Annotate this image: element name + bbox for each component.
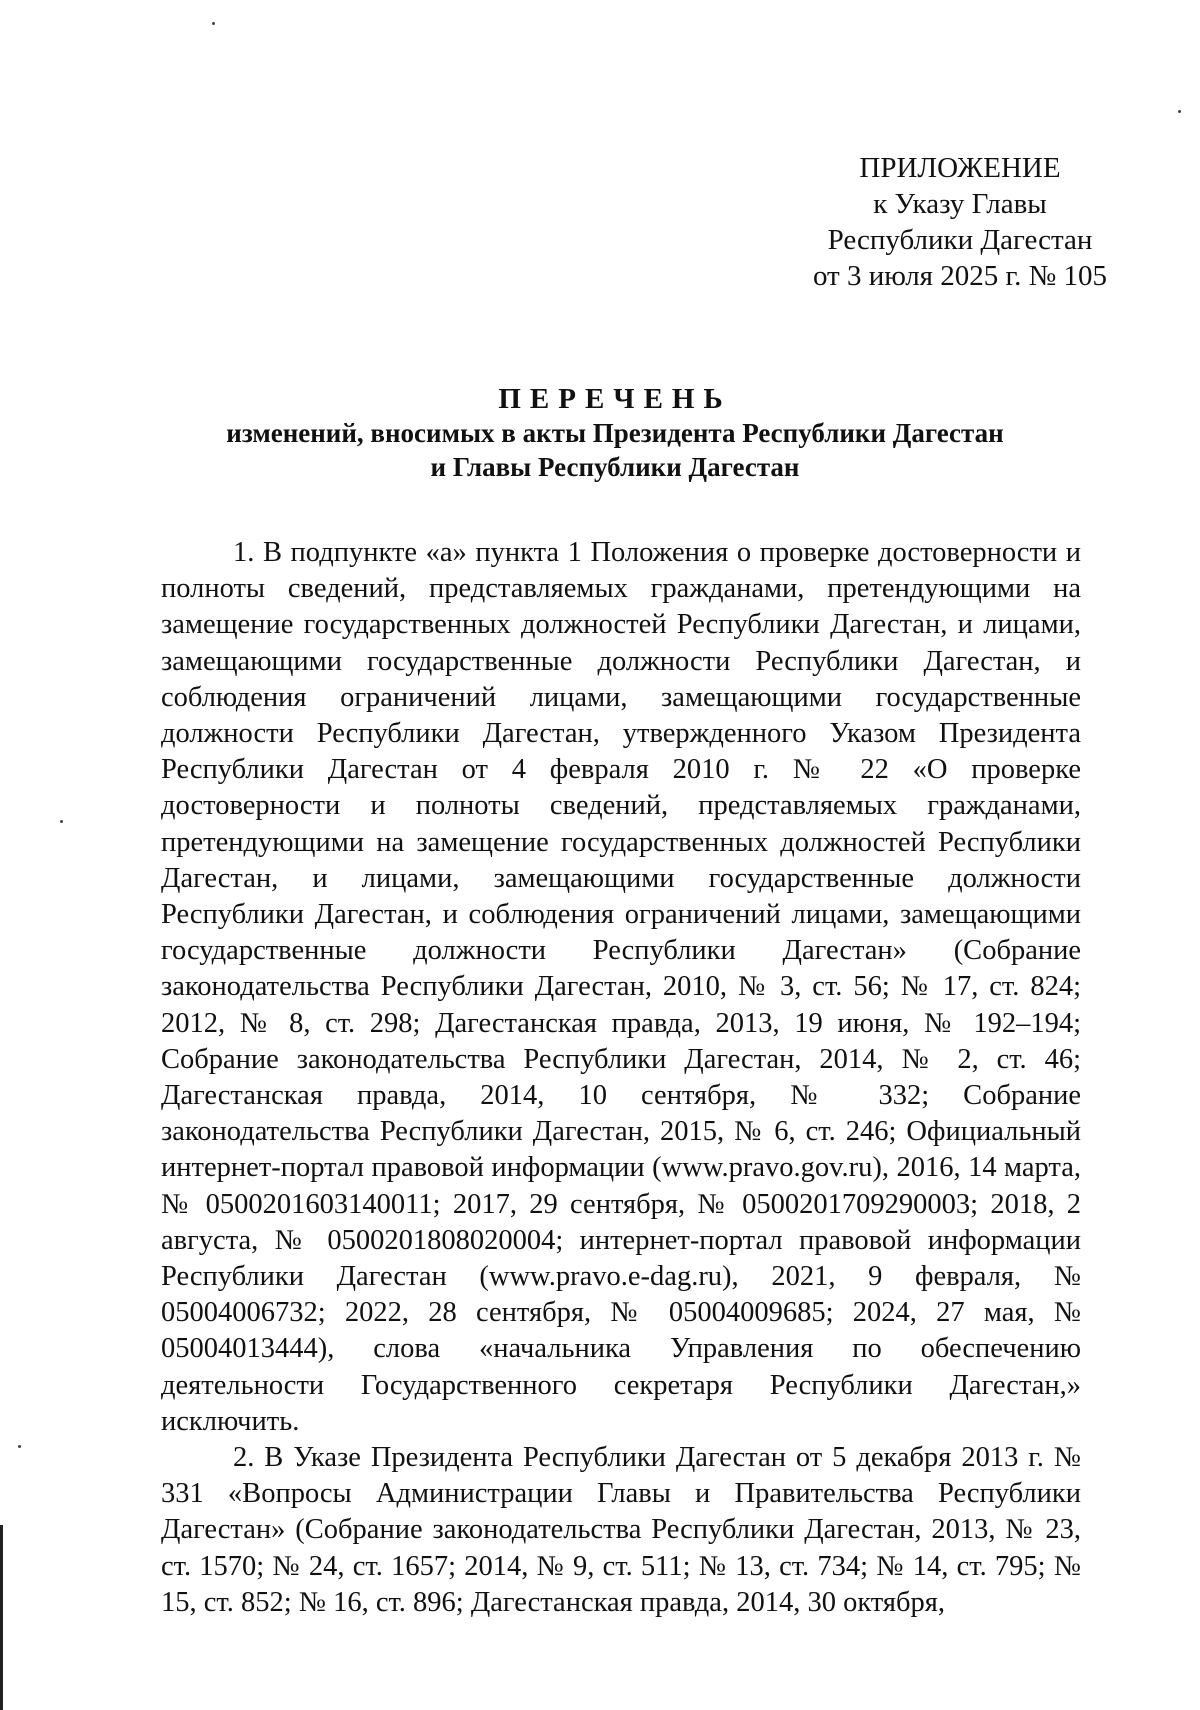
paragraph-2: 2. В Указе Президента Республики Дагестан от 5 декабря 2013 г. № 331 «Вопросы Администрации Главы и Правительства Республики Дагестан» (Собрание законодательства Республики Дагестан, 2013, № 23, ст. 1570; № 24, ст. 1657; 2014, № 9, ст. 511; № 13, ст. 734; № 14, ст. 795; № 15, ст. 852; № 16, ст. 896; Дагестанская правда, 2014, 30 октября, [161, 1442, 1081, 1618]
scan-margin-line [0, 1525, 3, 1710]
document-title [150, 382, 1080, 484]
appendix-header [760, 150, 1160, 294]
title-subtitle-line2: и Главы Республики Дагестан [430, 452, 800, 482]
appendix-decree-ref: к Указу Главы [873, 188, 1047, 220]
scan-speck [1178, 110, 1181, 113]
title-subtitle-line1: изменений, вносимых в акты Президента Республики Дагестан [226, 418, 1004, 448]
scan-speck [18, 1445, 21, 1448]
appendix-date-number: от 3 июля 2025 г. № 105 [812, 260, 1108, 292]
paragraph-1: 1. В подпункте «а» пункта 1 Положения о проверке достоверности и полноты сведений, представляемых гражданами, претендующими на замещение государственных должностей Республики Дагестан, и лицами, замещающими государственные должности Республики Дагестан, и соблюдения ограничений лицами, замещающими государственные должности Республики Дагестан, утвержденного Указом Президента Республики Дагестан от 4 февраля 2010 г. № 22 «О проверке достоверности и полноты сведений, представляемых гражданами, претендующими на замещение государственных должностей Республики Дагестан, и лицами, замещающими государственные должности Республики Дагестан, и соблюдения ограничений лицами, замещающими государственные должности Республики Дагестан» (Собрание законодательства Республики Дагестан, 2010, № 3, ст. 56; № 17, ст. 824; 2012, № 8, ст. 298; Дагестанская правда, 2013, 19 июня, № 192–194; Собрание законодательства Республики Дагестан, 2014, № 2, ст. 46; Дагестанская правда, 2014, 10 сентября, № 332; Собрание законодательства Республики Дагестан, 2015, № 6, ст. 246; Официальный интернет-портал правовой информации (www.pravo.gov.ru), 2016, 14 марта, № 0500201603140011; 2017, 29 сентября, № 0500201709290003; 2018, 2 августа, № 0500201808020004; интернет-портал правовой информации Республики Дагестан (www.pravo.e-dag.ru), 2021, 9 февраля, № 05004006732; 2022, 28 сентября, № 05004009685; 2024, 27 мая, № 05004013444), слова «начальника Управления по обеспечению деятельности Государственного секретаря Республики Дагестан,» исключить. [161, 537, 1081, 1437]
title-main: ПЕРЕЧЕНЬ [498, 383, 732, 415]
appendix-label: ПРИЛОЖЕНИЕ [859, 152, 1061, 184]
appendix-republic: Республики Дагестан [827, 224, 1093, 256]
scan-speck [212, 22, 215, 25]
document-body [161, 535, 1081, 1621]
scan-speck [60, 820, 63, 823]
